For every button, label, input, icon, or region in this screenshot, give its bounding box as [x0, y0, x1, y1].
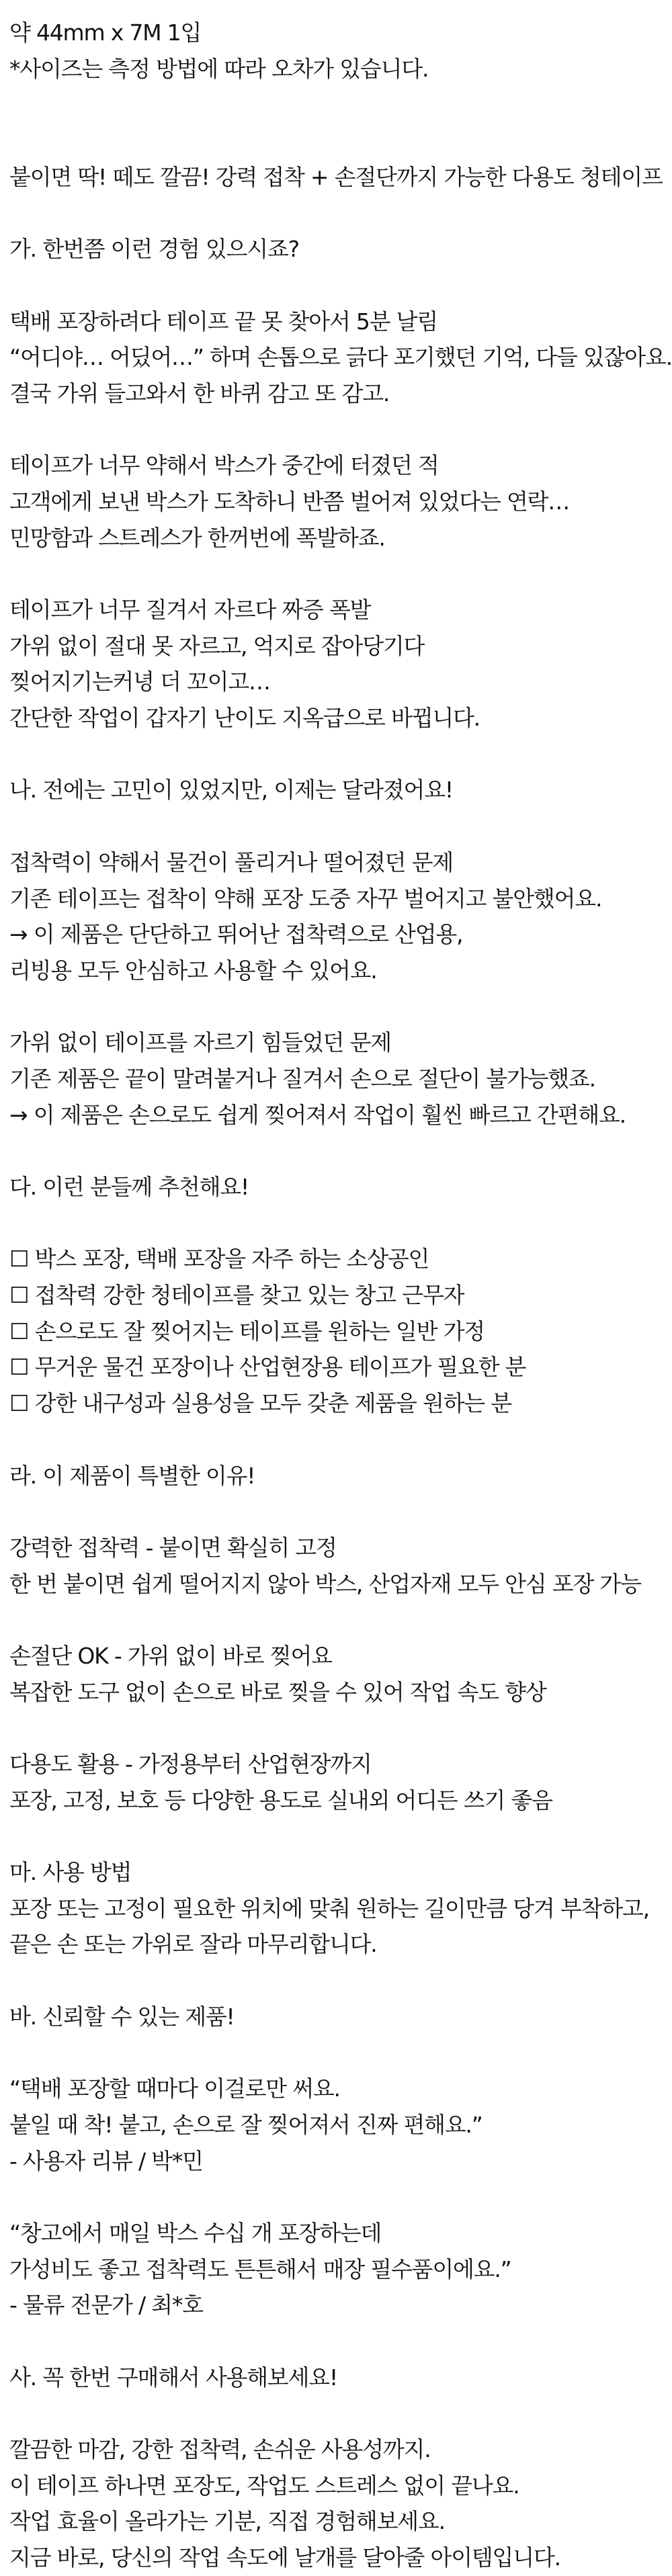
- text-line: ☐ 무거운 물건 포장이나 산업현장용 테이프가 필요한 분: [9, 1354, 526, 1381]
- text-line: 라. 이 제품이 특별한 이유!: [9, 1462, 255, 1489]
- blank-line: [9, 87, 668, 123]
- text-line: 결국 가위 들고와서 한 바퀴 감고 또 감고.: [9, 380, 390, 406]
- text-line: 붙일 때 착! 붙고, 손으로 잘 찢어져서 진짜 편해요.”: [9, 2111, 482, 2138]
- text-line: 가성비도 좋고 접착력도 튼튼해서 매장 필수품이에요.”: [9, 2256, 511, 2282]
- blank-line: [9, 2395, 668, 2432]
- product-description: [9, 15, 672, 2576]
- blank-line: [9, 736, 668, 773]
- text-line: 나. 전에는 고민이 있었지만, 이제는 달라졌어요!: [9, 777, 453, 804]
- text-line: 접착력이 약해서 물건이 풀리거나 떨어졌던 문제: [9, 849, 454, 875]
- text-line: 찢어지기는커녕 더 꼬이고…: [9, 669, 270, 695]
- blank-line: [9, 1963, 668, 1999]
- text-line: 작업 효율이 올라가는 기분, 직접 경험해보세요.: [9, 2508, 445, 2535]
- blank-line: [9, 267, 668, 304]
- blank-line: [9, 195, 668, 231]
- blank-line: [9, 1818, 668, 1854]
- text-line: *사이즈는 측정 방법에 따라 오차가 있습니다.: [9, 55, 429, 82]
- text-line: - 물류 전문가 / 최*호: [9, 2292, 203, 2319]
- text-line: 붙이면 딱! 떼도 깔끔! 강력 접착 + 손절단까지 가능한 다용도 청테이프: [9, 163, 663, 190]
- blank-line: [9, 2035, 668, 2071]
- text-line: 테이프가 너무 질겨서 자르다 짜증 폭발: [9, 597, 371, 623]
- text-line: 민망함과 스트레스가 한꺼번에 폭발하죠.: [9, 524, 385, 551]
- text-line: 다용도 활용 - 가정용부터 산업현장까지: [9, 1751, 372, 1777]
- text-line: ☐ 박스 포장, 택배 포장을 자주 하는 소상공인: [9, 1246, 429, 1273]
- text-line: - 사용자 리뷰 / 박*민: [9, 2147, 203, 2174]
- text-line: 손절단 OK - 가위 없이 바로 찢어요: [9, 1642, 332, 1669]
- text-line: “택배 포장할 때마다 이걸로만 써요.: [9, 2075, 340, 2102]
- text-line: 가. 한번쯤 이런 경험 있으시죠?: [9, 236, 299, 263]
- text-line: 다. 이런 분들께 추천해요!: [9, 1174, 249, 1200]
- text-line: 간단한 작업이 갑자기 난이도 지옥급으로 바뀝니다.: [9, 705, 480, 732]
- blank-line: [9, 556, 668, 592]
- blank-line: [9, 123, 668, 159]
- text-line: 지금 바로, 당신의 작업 속도에 날개를 달아줄 아이템입니다.: [9, 2544, 560, 2571]
- text-line: 포장, 고정, 보호 등 다양한 용도로 실내외 어디든 쓰기 좋음: [9, 1787, 552, 1813]
- text-line: 마. 사용 방법: [9, 1859, 132, 1886]
- text-line: 깔끔한 마감, 강한 접착력, 손쉬운 사용성까지.: [9, 2436, 431, 2463]
- blank-line: [9, 1422, 668, 1458]
- text-line: 가위 없이 테이프를 자르기 힘들었던 문제: [9, 1029, 391, 1056]
- text-line: 고객에게 보낸 박스가 도착하니 반쯤 벌어져 있었다는 연락…: [9, 488, 570, 515]
- text-line: → 이 제품은 손으로도 쉽게 찢어져서 작업이 훨씬 빠르고 간편해요.: [9, 1101, 626, 1128]
- text-line: 이 테이프 하나면 포장도, 작업도 스트레스 없이 끝나요.: [9, 2472, 519, 2499]
- text-line: 리빙용 모두 안심하고 사용할 수 있어요.: [9, 957, 377, 984]
- text-line: ☐ 접착력 강한 청테이프를 찾고 있는 창고 근무자: [9, 1282, 464, 1309]
- text-line: “창고에서 매일 박스 수십 개 포장하는데: [9, 2219, 382, 2246]
- blank-line: [9, 1710, 668, 1746]
- text-line: 한 번 붙이면 쉽게 떨어지지 않아 박스, 산업자재 모두 안심 포장 가능: [9, 1570, 641, 1597]
- blank-line: [9, 2179, 668, 2215]
- text-line: 사. 꼭 한번 구매해서 사용해보세요!: [9, 2364, 337, 2391]
- text-line: 테이프가 너무 약해서 박스가 중간에 터졌던 적: [9, 452, 439, 479]
- text-line: 기존 테이프는 접착이 약해 포장 도중 자꾸 벌어지고 불안했어요.: [9, 885, 602, 912]
- blank-line: [9, 808, 668, 845]
- text-line: 강력한 접착력 - 붙이면 확실히 고정: [9, 1534, 337, 1561]
- blank-line: [9, 1602, 668, 1638]
- text-line: → 이 제품은 단단하고 뛰어난 접착력으로 산업용,: [9, 921, 463, 948]
- blank-line: [9, 412, 668, 448]
- blank-line: [9, 1494, 668, 1530]
- blank-line: [9, 1133, 668, 1169]
- blank-line: [9, 989, 668, 1025]
- blank-line: [9, 1205, 668, 1242]
- text-line: 택배 포장하려다 테이프 끝 못 찾아서 5분 날림: [9, 308, 438, 335]
- text-line: 약 44mm x 7M 1입: [9, 19, 202, 46]
- text-line: “어디야… 어딨어…” 하며 손톱으로 긁다 포기했던 기억, 다들 있잖아요.: [9, 344, 672, 371]
- text-line: 포장 또는 고정이 필요한 위치에 맞춰 원하는 길이만큼 당겨 부착하고,: [9, 1895, 649, 1922]
- text-line: 가위 없이 절대 못 자르고, 억지로 잡아당기다: [9, 632, 425, 659]
- text-line: 복잡한 도구 없이 손으로 바로 찢을 수 있어 작업 속도 향상: [9, 1678, 546, 1705]
- text-line: 바. 신뢰할 수 있는 제품!: [9, 2003, 235, 2030]
- text-line: ☐ 강한 내구성과 실용성을 모두 갖춘 제품을 원하는 분: [9, 1390, 511, 1417]
- blank-line: [9, 2323, 668, 2360]
- text-line: 기존 제품은 끝이 말려붙거나 질겨서 손으로 절단이 불가능했죠.: [9, 1065, 595, 1092]
- text-line: 끝은 손 또는 가위로 잘라 마무리합니다.: [9, 1931, 377, 1958]
- text-line: ☐ 손으로도 잘 찢어지는 테이프를 원하는 일반 가정: [9, 1318, 485, 1344]
